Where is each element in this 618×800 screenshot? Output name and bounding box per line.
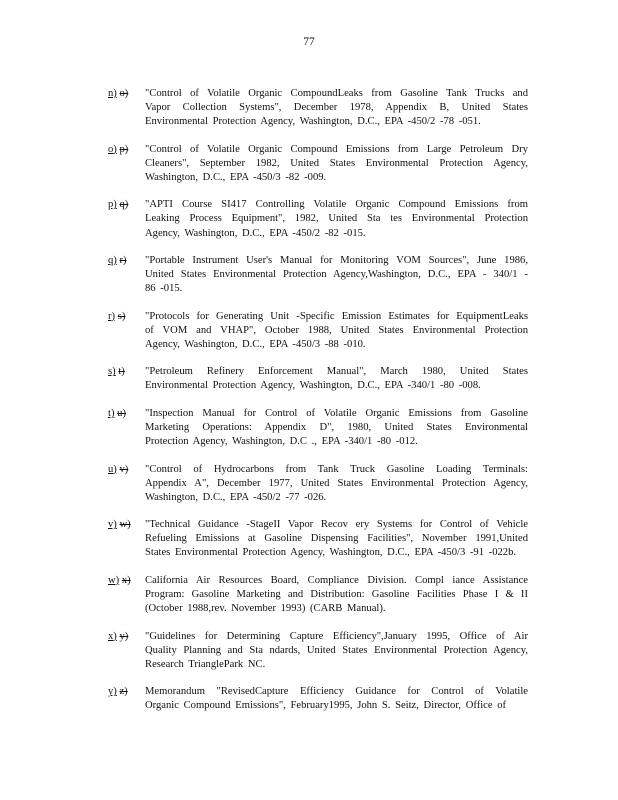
reference-line: Marketing Operations: Appendix D", 1980, United States Environmental	[145, 422, 528, 434]
reference-text	[145, 630, 528, 672]
reference-line: California Air Resources Board, Compliance Division. Compl iance Assistance	[145, 574, 528, 586]
reference-item	[108, 685, 528, 713]
reference-label-deleted: u)	[117, 407, 126, 419]
reference-text	[145, 87, 528, 129]
reference-line: Washington, D.C., EPA -450/2 -77 -026.	[145, 491, 327, 503]
reference-line: Memorandum "RevisedCapture Efficiency Guidance for Control of Volatile	[145, 686, 528, 698]
reference-line: Appendix A", December 1977, United States Environmental Protection Agency,	[145, 477, 528, 489]
reference-text	[145, 463, 528, 505]
reference-label-inserted: o)	[108, 143, 117, 155]
reference-label	[108, 87, 145, 129]
page-number: 77	[303, 36, 315, 48]
reference-item	[108, 87, 528, 129]
reference-label-inserted: y)	[108, 686, 117, 698]
reference-line: "Control of Volatile Organic CompoundLeaks from Gasoline Tank Trucks and	[145, 88, 528, 99]
reference-text	[145, 685, 528, 713]
reference-label	[108, 143, 145, 185]
reference-line: Refueling Emissions at Gasoline Dispensing Facilities", November 1991,United	[145, 533, 528, 545]
reference-label-inserted: r)	[108, 310, 116, 322]
reference-item	[108, 574, 528, 616]
reference-text	[145, 310, 528, 352]
reference-label	[108, 254, 145, 296]
reference-label	[108, 198, 145, 240]
reference-line: Program: Gasoline Marketing and Distribution: Gasoline Facilities Phase I & II	[145, 589, 528, 601]
reference-label	[108, 310, 145, 352]
reference-item	[108, 463, 528, 505]
reference-line: "Technical Guidance -StageII Vapor Recov ery Systems for Control of Vehicle	[145, 519, 528, 531]
reference-label-deleted: x)	[121, 574, 131, 586]
reference-label-deleted: o)	[119, 88, 129, 99]
reference-line: "Protocols for Generating Unit -Specific Emission Estimates for EquipmentLeaks	[145, 310, 528, 322]
reference-label-inserted: x)	[108, 630, 117, 642]
reference-line: Organic Compound Emissions", February1995, John S. Seitz, Director, Office of	[145, 700, 507, 712]
reference-label-inserted: t)	[108, 407, 115, 419]
reference-line: "APTI Course SI417 Controlling Volatile Organic Compound Emissions from	[145, 199, 528, 211]
reference-item	[108, 254, 528, 296]
reference-text	[145, 365, 528, 393]
reference-line: Vapor Collection Systems", December 1978, Appendix B, United States	[145, 102, 528, 114]
reference-line: Quality Planning and Sta ndards, United States Environmental Protection Agency,	[145, 644, 528, 656]
reference-label	[108, 463, 145, 505]
reference-line: "Control of Hydrocarbons from Tank Truck Gasoline Loading Terminals:	[145, 463, 528, 475]
reference-text	[145, 198, 528, 240]
reference-line: of VOM and VHAP", October 1988, United States Environmental Protection	[145, 324, 528, 336]
reference-line: Environmental Protection Agency, Washington, D.C., EPA -340/1 -80 -008.	[145, 380, 481, 392]
reference-item	[108, 407, 528, 449]
reference-label-deleted: q)	[119, 199, 129, 211]
reference-label	[108, 518, 145, 560]
reference-label-inserted: w)	[108, 574, 120, 586]
reference-label-deleted: r)	[119, 255, 127, 267]
reference-line: Research TrianglePark NC.	[145, 658, 266, 670]
reference-item	[108, 198, 528, 240]
reference-label-deleted: z)	[119, 686, 128, 698]
reference-line: States Environmental Protection Agency, Washington, D.C., EPA -450/3 -91 -022b.	[145, 547, 517, 559]
reference-label	[108, 630, 145, 672]
reference-item	[108, 630, 528, 672]
reference-line: "Guidelines for Determining Capture Efficiency",January 1995, Office of Air	[145, 630, 528, 642]
reference-label-deleted: v)	[119, 463, 129, 475]
reference-item	[108, 365, 528, 393]
reference-label-inserted: p)	[108, 199, 117, 211]
reference-text	[145, 574, 528, 616]
reference-text	[145, 254, 528, 296]
reference-item	[108, 310, 528, 352]
reference-label-inserted: s)	[108, 366, 116, 378]
reference-label-inserted: n)	[108, 88, 117, 99]
reference-label-inserted: u)	[108, 463, 117, 475]
reference-line: Agency, Washington, D.C., EPA -450/3 -88 -010.	[145, 338, 366, 350]
reference-label-inserted: q)	[108, 255, 117, 267]
reference-text	[145, 518, 528, 560]
reference-list	[108, 87, 528, 727]
reference-label-inserted: v)	[108, 519, 117, 531]
reference-line: Cleaners", September 1982, United States Environmental Protection Agency,	[145, 157, 528, 169]
reference-label	[108, 407, 145, 449]
reference-text	[145, 407, 528, 449]
reference-line: 86 -015.	[145, 283, 183, 295]
reference-line: Leaking Process Equipment", 1982, United Sta tes Environmental Protection	[145, 213, 528, 225]
reference-line: "Inspection Manual for Control of Volatile Organic Emissions from Gasoline	[145, 407, 528, 419]
reference-line: Washington, D.C., EPA -450/3 -82 -009.	[145, 171, 327, 183]
reference-label-deleted: y)	[119, 630, 129, 642]
reference-item	[108, 143, 528, 185]
reference-line: "Portable Instrument User's Manual for Monitoring VOM Sources", June 1986,	[145, 255, 528, 267]
reference-line: Environmental Protection Agency, Washington, D.C., EPA -450/2 -78 -051.	[145, 116, 481, 128]
reference-label	[108, 574, 145, 616]
reference-label-deleted: t)	[118, 366, 125, 378]
reference-label-deleted: p)	[119, 143, 129, 155]
reference-label	[108, 685, 145, 713]
reference-label-deleted: s)	[117, 310, 126, 322]
reference-line: Agency, Washington, D.C., EPA -450/2 -82 -015.	[145, 227, 366, 239]
reference-line: "Petroleum Refinery Enforcement Manual", March 1980, United States	[145, 366, 528, 378]
reference-label-deleted: w)	[119, 519, 131, 531]
reference-label	[108, 365, 145, 393]
reference-line: United States Environmental Protection Agency,Washington, D.C., EPA - 340/1 -	[145, 269, 528, 281]
reference-text	[145, 143, 528, 185]
reference-line: Protection Agency, Washington, D.C ., EPA -340/1 -80 -012.	[145, 436, 418, 448]
reference-item	[108, 518, 528, 560]
reference-line: (October 1988,rev. November 1993) (CARB Manual).	[145, 603, 386, 615]
reference-line: "Control of Volatile Organic Compound Emissions from Large Petroleum Dry	[145, 143, 528, 155]
